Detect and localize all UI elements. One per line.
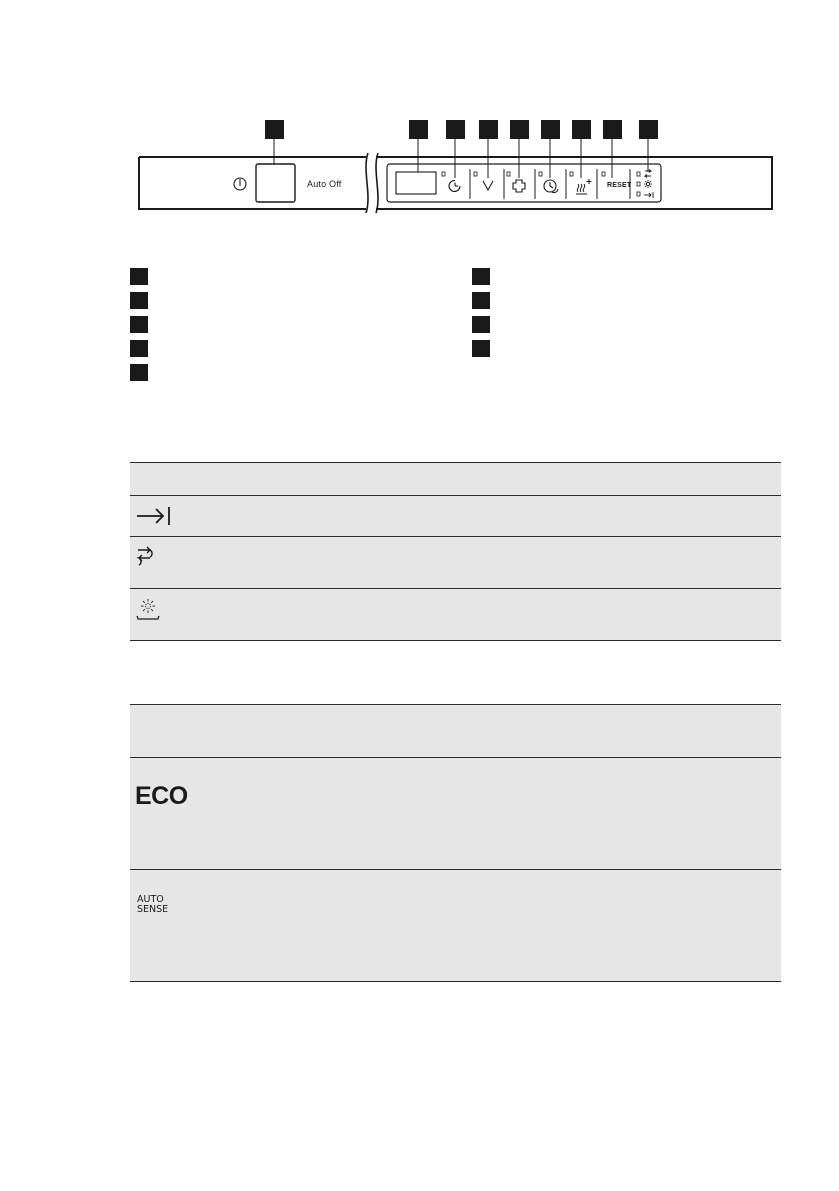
indicator-icons bbox=[644, 170, 653, 199]
table-row bbox=[130, 589, 781, 641]
power-icon bbox=[234, 178, 246, 190]
display bbox=[396, 172, 436, 194]
legend-marker bbox=[130, 340, 148, 357]
callout-marker bbox=[541, 120, 560, 139]
indicators-table bbox=[130, 462, 781, 641]
callout-marker bbox=[510, 120, 529, 139]
end-arrow-icon bbox=[136, 505, 172, 527]
legend-marker bbox=[130, 316, 148, 333]
control-panel-drawing bbox=[0, 0, 839, 230]
delay-clock-icon bbox=[449, 180, 460, 191]
auto-sense-line-1: AUTO bbox=[137, 894, 164, 905]
auto-sense-line-2: SENSE bbox=[137, 904, 169, 915]
programmes-table bbox=[130, 704, 781, 982]
callout-marker bbox=[603, 120, 622, 139]
callout-marker bbox=[479, 120, 498, 139]
timesaver-icon bbox=[544, 180, 558, 193]
eco-icon: ECO bbox=[135, 782, 188, 810]
table-row bbox=[130, 870, 781, 982]
auto-sense-icon bbox=[137, 895, 168, 915]
table-row bbox=[130, 758, 781, 870]
legend-marker bbox=[130, 364, 148, 381]
callout-marker bbox=[409, 120, 428, 139]
salt-sparkle-icon bbox=[134, 596, 164, 624]
callout-marker bbox=[572, 120, 591, 139]
callout-marker bbox=[639, 120, 658, 139]
legend-marker bbox=[472, 340, 490, 357]
table-row bbox=[130, 537, 781, 589]
reset-label: RESET bbox=[607, 182, 632, 189]
legend-marker bbox=[130, 268, 148, 285]
callout-marker bbox=[446, 120, 465, 139]
auto-off-label: Auto Off bbox=[307, 179, 342, 189]
callout-marker bbox=[265, 120, 284, 139]
chevron-down-icon bbox=[483, 181, 493, 190]
legend-marker bbox=[472, 292, 490, 309]
legend-marker bbox=[472, 268, 490, 285]
legend-marker bbox=[130, 292, 148, 309]
extra-hygiene-icon bbox=[576, 179, 592, 194]
legend-marker bbox=[472, 316, 490, 333]
table-header bbox=[130, 462, 781, 496]
table-row bbox=[130, 496, 781, 537]
table-header bbox=[130, 704, 781, 758]
program-icon bbox=[513, 180, 525, 192]
control-panel-figure bbox=[0, 0, 839, 230]
rinse-aid-icon bbox=[135, 544, 159, 568]
